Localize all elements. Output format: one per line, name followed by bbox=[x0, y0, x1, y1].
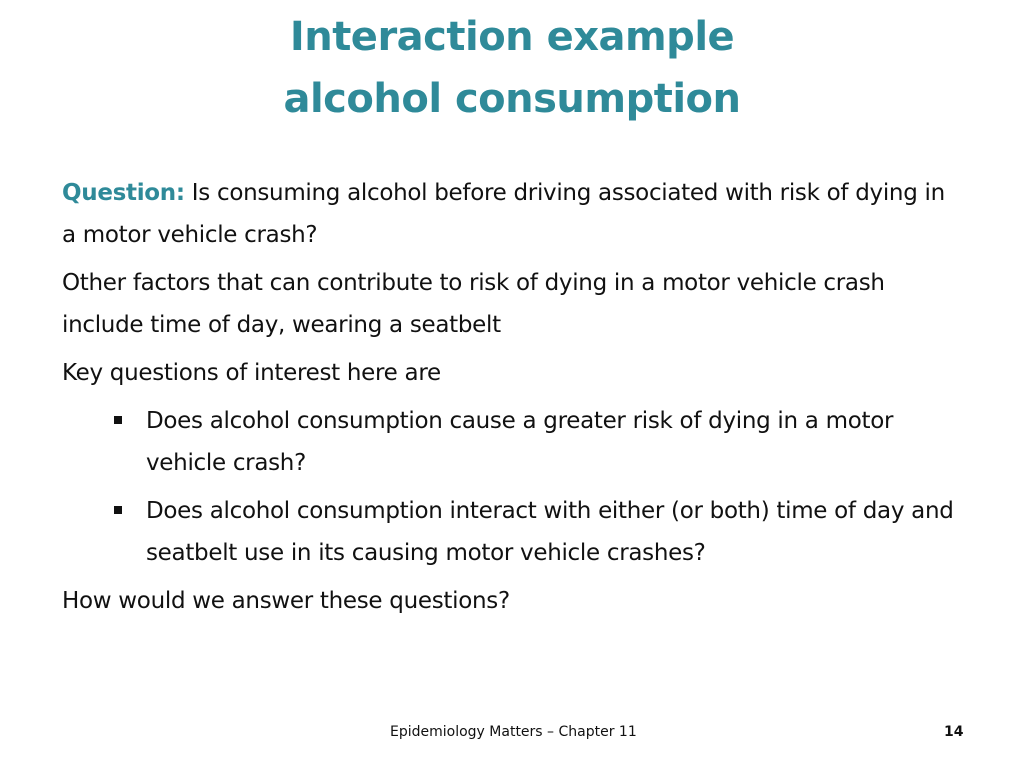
slide-title bbox=[0, 6, 1024, 130]
slide-footer bbox=[0, 722, 1024, 746]
bullet-text: Does alcohol consumption interact with either (or both) time of day and seatbelt use in its causing motor vehicle crashes? bbox=[146, 498, 954, 566]
bullet-text: Does alcohol consumption cause a greater risk of dying in a motor vehicle crash? bbox=[146, 408, 894, 476]
bullet-item bbox=[62, 400, 962, 484]
bullet-item bbox=[62, 490, 962, 574]
key-questions-paragraph: Key questions of interest here are bbox=[62, 360, 441, 386]
closing-question: How would we answer these questions? bbox=[62, 588, 510, 614]
question-text: Is consuming alcohol before driving associated with risk of dying in a motor vehicle crash? bbox=[62, 180, 945, 248]
square-bullet-icon bbox=[114, 416, 122, 424]
title-line-2: alcohol consumption bbox=[283, 76, 741, 122]
factors-paragraph: Other factors that can contribute to risk of dying in a motor vehicle crash include time of day, wearing a seatbelt bbox=[62, 270, 885, 338]
bullet-list bbox=[62, 400, 962, 574]
footer-text: Epidemiology Matters – Chapter 11 bbox=[390, 724, 637, 740]
square-bullet-icon bbox=[114, 506, 122, 514]
page-number: 14 bbox=[944, 724, 964, 740]
slide-body bbox=[62, 172, 962, 628]
question-paragraph bbox=[62, 172, 962, 256]
title-line-1: Interaction example bbox=[289, 14, 735, 60]
question-label: Question: bbox=[62, 180, 185, 206]
